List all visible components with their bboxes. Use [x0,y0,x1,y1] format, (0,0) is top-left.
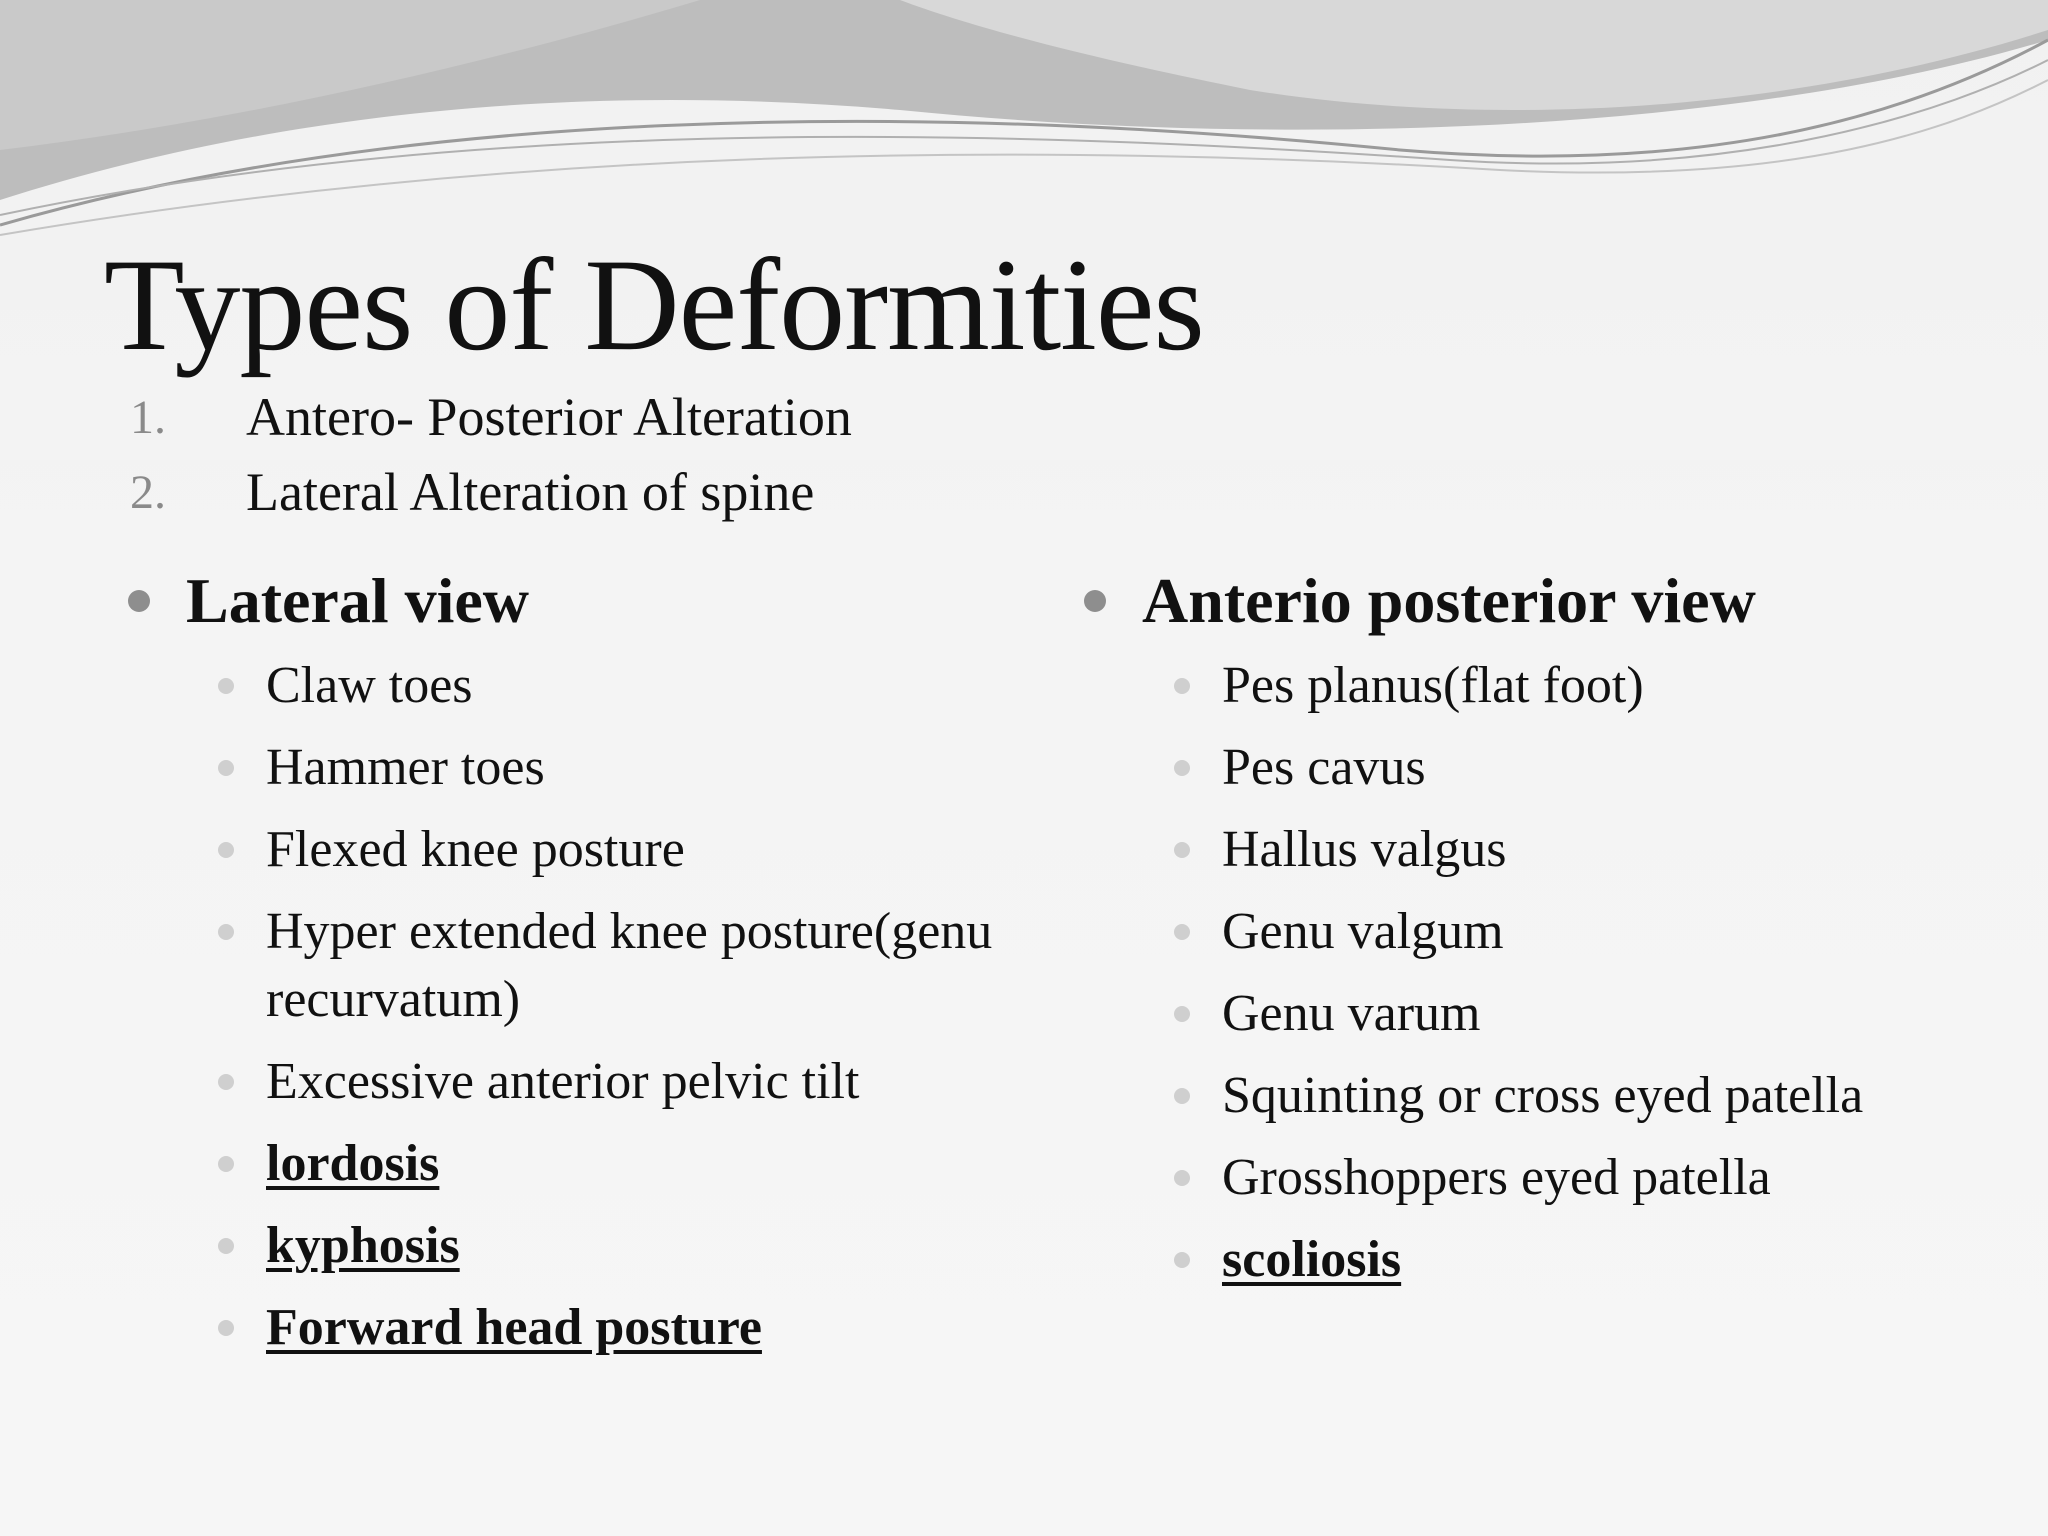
list-item [128,734,1046,802]
heading-text: Lateral view [186,565,529,636]
item-text: Hammer toes [266,739,545,796]
bullet-icon [1174,678,1190,694]
bullet-icon [1174,1170,1190,1186]
bullet-icon [218,924,234,940]
item-text: Excessive anterior pelvic tilt [266,1053,860,1110]
bullet-icon [1174,1252,1190,1268]
item-text: Squinting or cross eyed patella [1222,1067,1864,1124]
column-heading [128,560,1048,642]
list-item [1084,980,2024,1048]
list-item [128,1130,1046,1198]
bullet-icon [1174,842,1190,858]
list-item [1084,652,2024,720]
item-text: Hallus valgus [1222,821,1507,878]
bullet-icon [1084,590,1106,612]
bullet-icon [218,1156,234,1172]
list-item [128,1048,1046,1116]
list-item [1084,1144,2024,1212]
list-item [1084,1062,2024,1130]
bullet-icon [1174,1006,1190,1022]
bullet-icon [218,1320,234,1336]
list-item [128,1294,1046,1362]
item-text: Claw toes [266,657,473,714]
numbered-item [130,380,852,455]
list-item [1084,1226,2024,1294]
item-text: Flexed knee posture [266,821,685,878]
item-number: 2. [130,466,166,519]
slide-title: Types of Deformities [104,231,1204,378]
list-item [128,898,1046,1034]
list-item [128,652,1046,720]
item-text: Genu valgum [1222,903,1504,960]
list-item [128,1212,1046,1280]
lateral-view-column [128,560,1048,1376]
bullet-icon [128,590,150,612]
list-item [1084,898,2024,966]
item-text: Forward head posture [266,1299,762,1356]
anterio-posterior-view-list [1084,652,2024,1294]
list-item [128,816,1046,884]
item-text: Lateral Alteration of spine [246,462,815,522]
decorative-wave-header [0,0,2048,240]
item-text: Genu varum [1222,985,1481,1042]
bullet-icon [1174,1088,1190,1104]
item-number: 1. [130,391,166,444]
column-heading [1084,560,2024,642]
anterio-posterior-view-column [1084,560,2024,1308]
item-text: kyphosis [266,1217,460,1274]
item-text: lordosis [266,1135,440,1192]
bullet-icon [1174,760,1190,776]
bullet-icon [1174,924,1190,940]
bullet-icon [218,1238,234,1254]
heading-text: Anterio posterior view [1142,565,1756,636]
numbered-list [130,380,852,530]
item-text: Pes cavus [1222,739,1426,796]
list-item [1084,734,2024,802]
list-item [1084,816,2024,884]
lateral-view-list [128,652,1048,1362]
bullet-icon [218,1074,234,1090]
numbered-item [130,455,852,530]
bullet-icon [218,760,234,776]
item-text: Pes planus(flat foot) [1222,657,1644,714]
item-text: Grosshoppers eyed patella [1222,1149,1771,1206]
bullet-icon [218,678,234,694]
bullet-icon [218,842,234,858]
item-text: scoliosis [1222,1231,1402,1288]
item-text: Antero- Posterior Alteration [246,387,852,447]
item-text: Hyper extended knee posture(genu recurvatum) [266,903,993,1028]
